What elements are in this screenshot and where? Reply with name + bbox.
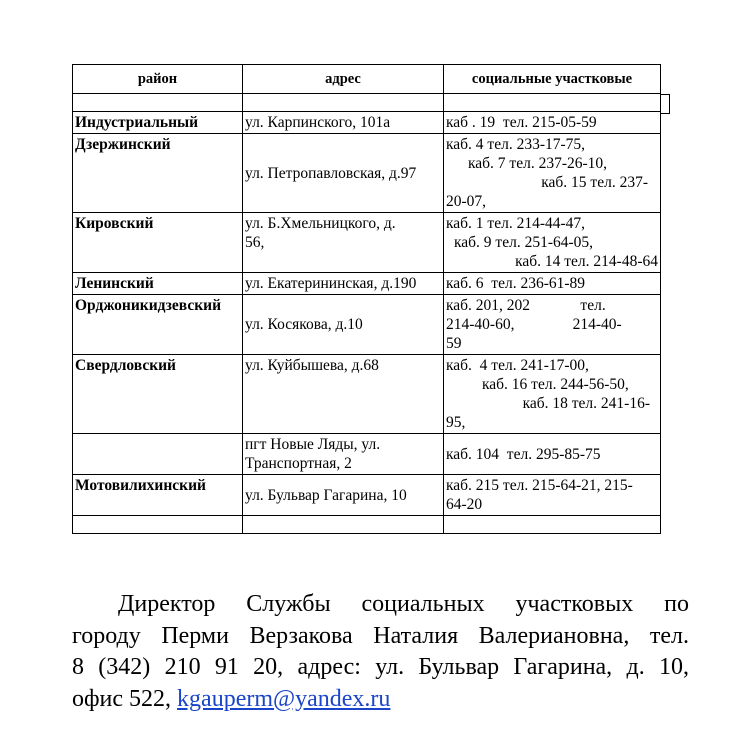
contact-line: каб. 6 тел. 236-61-89 bbox=[446, 275, 586, 292]
district-cell: Мотовилихинский bbox=[73, 475, 243, 516]
column-header-address: адрес bbox=[243, 65, 444, 94]
contact-line: 20-07, bbox=[446, 193, 487, 210]
empty-cell bbox=[444, 94, 661, 112]
contact-line: 59 bbox=[446, 335, 462, 352]
social-officers-table bbox=[72, 64, 661, 534]
contacts-cell bbox=[444, 273, 661, 295]
contact-line: 214-40-60, 214-40- bbox=[446, 316, 622, 333]
address-cell bbox=[243, 134, 444, 213]
district-cell: Кировский bbox=[73, 213, 243, 273]
table-row bbox=[73, 434, 661, 475]
district-cell: Орджоникидзевский bbox=[73, 295, 243, 355]
contact-line: каб. 15 тел. 237- bbox=[541, 174, 648, 191]
address-cell bbox=[243, 295, 444, 355]
address-cell bbox=[243, 475, 444, 516]
table-row bbox=[73, 112, 661, 134]
contact-line: каб. 4 тел. 241-17-00, bbox=[446, 357, 589, 374]
address-line: ул. Бульвар Гагарина, 10 bbox=[245, 486, 407, 504]
contact-line: каб. 1 тел. 214-44-47, bbox=[446, 215, 586, 232]
address-line: ул. Петропавловская, д.97 bbox=[245, 164, 417, 182]
address-line: ул. Карпинского, 101а bbox=[245, 114, 391, 131]
empty-cell bbox=[243, 94, 444, 112]
contact-line: 64-20 bbox=[446, 496, 483, 513]
contacts-cell bbox=[444, 355, 661, 434]
empty-cell bbox=[73, 94, 243, 112]
table-row bbox=[73, 134, 661, 213]
footer-line bbox=[72, 684, 689, 716]
table-row bbox=[73, 213, 661, 273]
contact-line: каб. 7 тел. 237-26-10, bbox=[468, 155, 608, 172]
contacts-cell bbox=[444, 213, 661, 273]
contact-line: каб. 9 тел. 251-64-05, bbox=[454, 234, 594, 251]
address-line: ул. Екатерининская, д.190 bbox=[245, 275, 417, 292]
contacts-cell bbox=[444, 434, 661, 475]
district-cell: Индустриальный bbox=[73, 112, 243, 134]
district-cell bbox=[73, 434, 243, 475]
empty-cell bbox=[73, 516, 243, 534]
address-cell bbox=[243, 434, 444, 475]
contact-line: каб. 16 тел. 244-56-50, bbox=[482, 376, 629, 393]
address-cell bbox=[243, 355, 444, 434]
table-row bbox=[73, 273, 661, 295]
contacts-cell bbox=[444, 134, 661, 213]
address-cell bbox=[243, 213, 444, 273]
contact-line: 95, bbox=[446, 414, 466, 431]
footer-line: 8 (342) 210 91 20, адрес: ул. Бульвар Гагарина, д. 10, bbox=[72, 654, 689, 680]
contacts-cell bbox=[444, 112, 661, 134]
contact-line: каб. 14 тел. 214-48-64 bbox=[515, 253, 658, 270]
contact-line: каб. 104 тел. 295-85-75 bbox=[446, 445, 601, 463]
column-header-district: район bbox=[73, 65, 243, 94]
contact-line: каб . 19 тел. 215-05-59 bbox=[446, 114, 597, 131]
footer-line: городу Перми Верзакова Наталия Валериановна, тел. bbox=[72, 622, 689, 649]
table-row bbox=[73, 295, 661, 355]
column-header-officers: социальные участковые bbox=[444, 65, 661, 94]
table-edge-artifact bbox=[660, 94, 670, 114]
address-line: ул. Косякова, д.10 bbox=[245, 316, 363, 333]
contacts-cell bbox=[444, 475, 661, 516]
empty-cell bbox=[243, 516, 444, 534]
address-cell bbox=[243, 112, 444, 134]
contacts-cell bbox=[444, 295, 661, 355]
district-cell: Ленинский bbox=[73, 273, 243, 295]
contact-line: каб. 201, 202 тел. bbox=[446, 297, 606, 314]
empty-row bbox=[73, 94, 661, 112]
footer-text: Директор Службы социальных участковых по bbox=[118, 591, 689, 617]
table-row bbox=[73, 355, 661, 434]
contact-line: каб. 18 тел. 241-16- bbox=[522, 395, 650, 412]
empty-cell bbox=[444, 516, 661, 534]
address-line: пгт Новые Ляды, ул. bbox=[245, 436, 381, 453]
address-line: ул. Куйбышева, д.68 bbox=[245, 357, 379, 374]
footer-text: офис 522, bbox=[72, 685, 178, 712]
district-cell: Дзержинский bbox=[73, 134, 243, 213]
director-contact-paragraph bbox=[72, 589, 689, 715]
table-row bbox=[73, 475, 661, 516]
address-line: 56, bbox=[245, 234, 265, 251]
contact-line: каб. 215 тел. 215-64-21, 215- bbox=[446, 477, 633, 494]
address-line: Транспортная, 2 bbox=[245, 455, 352, 472]
address-cell bbox=[243, 273, 444, 295]
empty-row bbox=[73, 516, 661, 534]
footer-line bbox=[72, 589, 689, 621]
table-header-row bbox=[73, 65, 661, 94]
contact-line: каб. 4 тел. 233-17-75, bbox=[446, 136, 586, 153]
email-link[interactable]: kgauperm@yandex.ru bbox=[177, 685, 391, 712]
address-line: ул. Б.Хмельницкого, д. bbox=[245, 215, 396, 232]
district-cell: Свердловский bbox=[73, 355, 243, 434]
